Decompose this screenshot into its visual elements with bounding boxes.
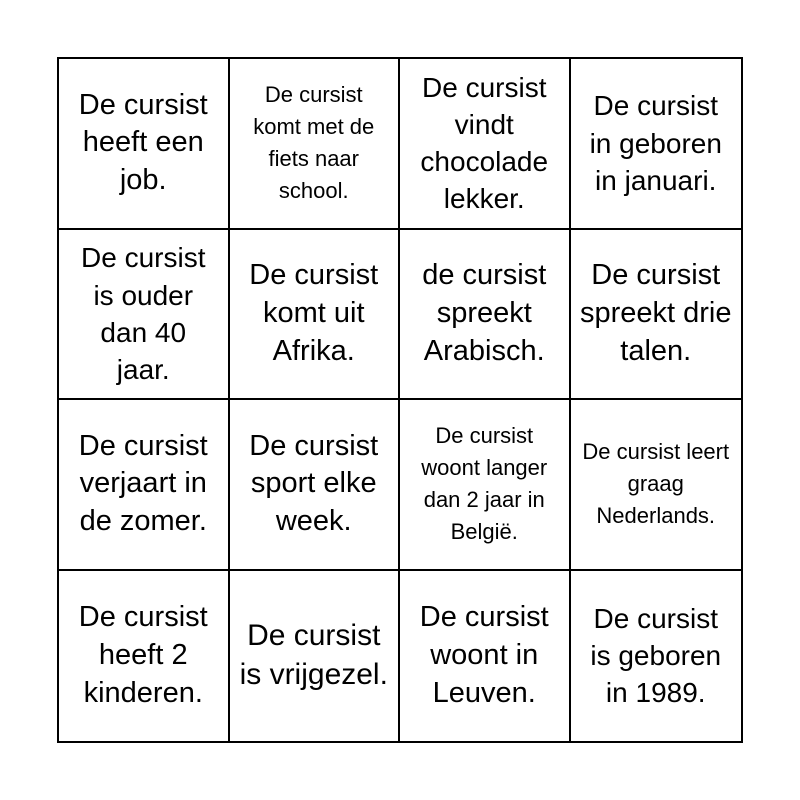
bingo-cell-14[interactable] (230, 571, 401, 742)
bingo-cell-3[interactable] (400, 59, 571, 230)
bingo-cell-16[interactable] (571, 571, 742, 742)
bingo-cell-text: de cursist spreekt Arabisch. (422, 259, 547, 367)
bingo-cell-13[interactable] (59, 571, 230, 742)
bingo-cell-5[interactable] (59, 230, 230, 401)
bingo-cell-text: De cursist woont langer dan 2 jaar in België. (421, 423, 548, 545)
bingo-cell-4[interactable] (571, 59, 742, 230)
bingo-cell-text: De cursist woont in Leuven. (419, 601, 549, 709)
bingo-cell-text: De cursist leert graag Nederlands. (582, 439, 730, 529)
bingo-cell-15[interactable] (400, 571, 571, 742)
bingo-cell-11[interactable] (400, 400, 571, 571)
bingo-cell-text: De cursist sport elke week. (249, 429, 379, 538)
bingo-cell-8[interactable] (571, 230, 742, 401)
bingo-cell-text: De cursist komt uit Afrika. (249, 259, 379, 367)
bingo-cell-1[interactable] (59, 59, 230, 230)
bingo-cell-text: De cursist verjaart in de zomer. (78, 429, 208, 538)
bingo-cell-text: De cursist is geboren in 1989. (590, 602, 722, 709)
bingo-cell-text: De cursist spreekt drie talen. (579, 259, 732, 367)
bingo-card (57, 57, 743, 743)
bingo-cell-text: De cursist in geboren in januari. (589, 90, 722, 196)
bingo-cell-text: De cursist is ouder dan 40 jaar. (81, 242, 206, 385)
bingo-cell-text: De cursist vindt chocolade lekker. (420, 71, 549, 215)
bingo-cell-text: De cursist is vrijgezel. (239, 619, 388, 691)
bingo-cell-6[interactable] (230, 230, 401, 401)
bingo-cell-10[interactable] (230, 400, 401, 571)
bingo-cell-9[interactable] (59, 400, 230, 571)
bingo-cell-text: De cursist komt met de fiets naar school. (253, 82, 375, 204)
bingo-cell-text: De cursist heeft een job. (78, 88, 208, 197)
bingo-cell-7[interactable] (400, 230, 571, 401)
bingo-cell-text: De cursist heeft 2 kinderen. (78, 601, 208, 709)
bingo-cell-12[interactable] (571, 400, 742, 571)
bingo-cell-2[interactable] (230, 59, 401, 230)
